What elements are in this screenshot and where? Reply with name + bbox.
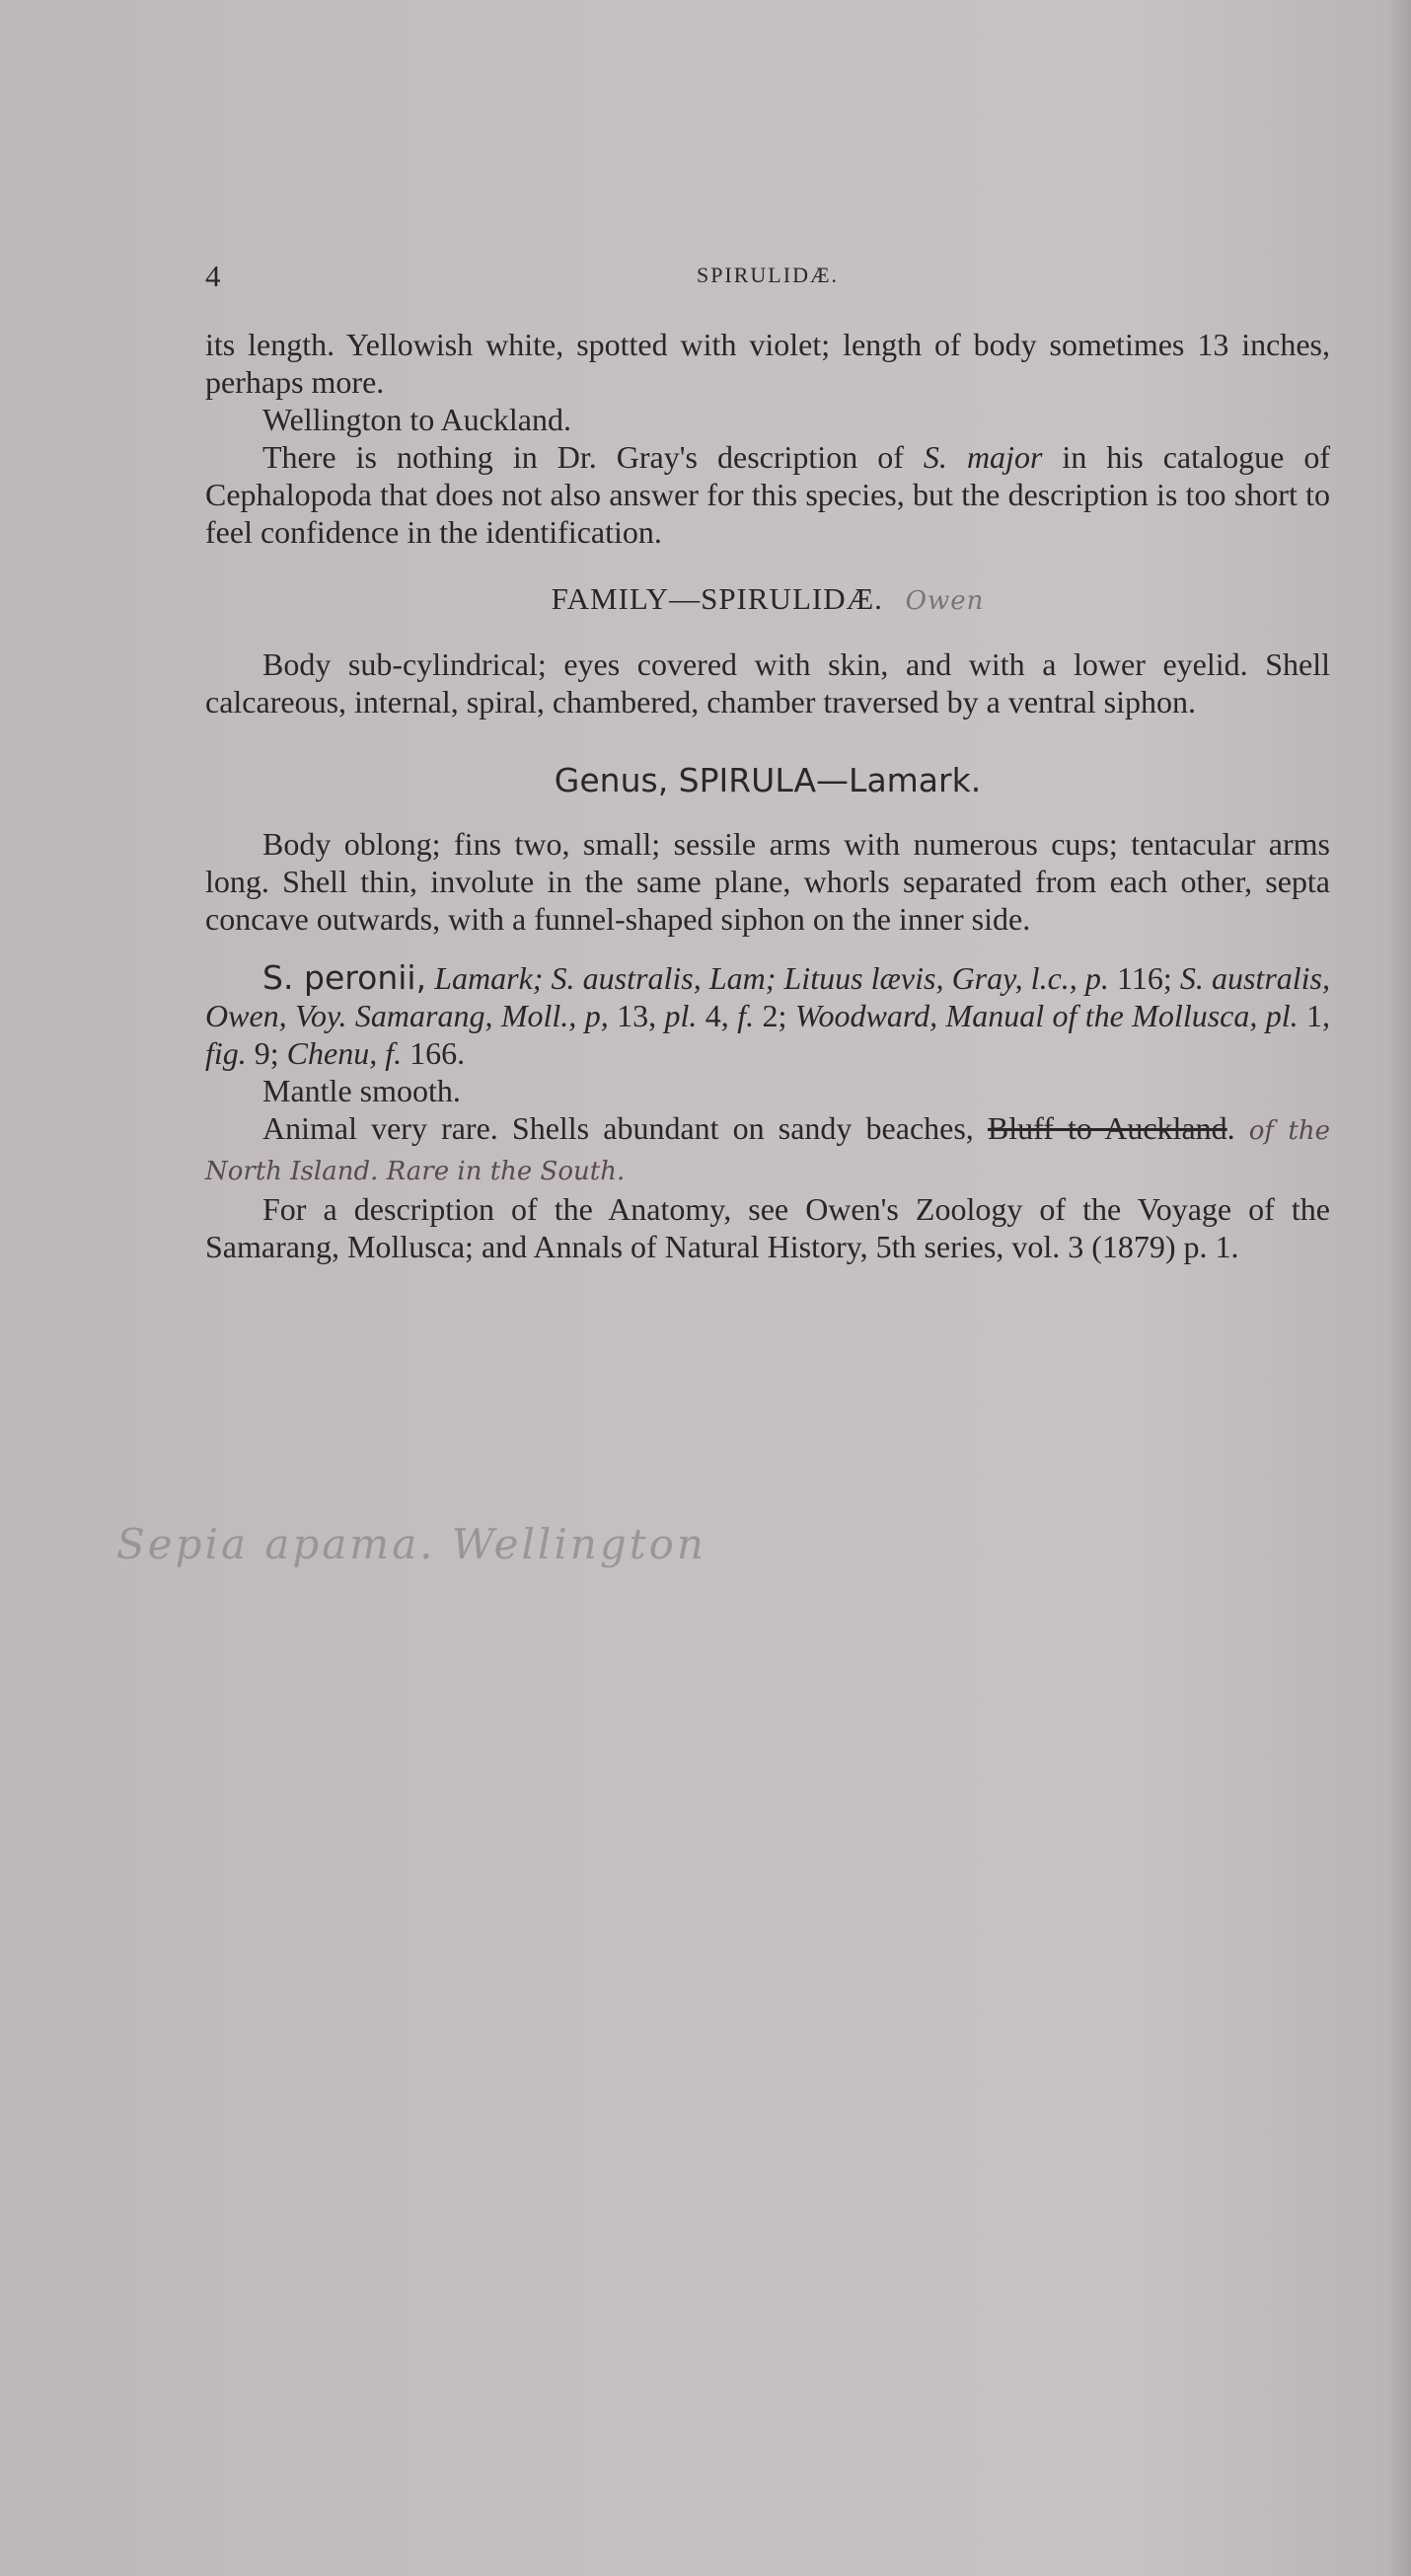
species-ref-7: f. <box>737 998 755 1033</box>
species-ref-4: 13, <box>608 998 665 1033</box>
struck-text: Bluff to Auckland <box>987 1110 1227 1146</box>
spine-shadow <box>1387 0 1411 2576</box>
species-ref-3: S. australis, Owen, Voy. Samarang, Moll., p, <box>205 960 1331 1033</box>
handwritten-footer: Sepia apama. Wellington <box>116 1520 706 1568</box>
page-number: 4 <box>205 259 221 293</box>
species-ref-10: 1, <box>1298 998 1331 1033</box>
handwritten-note: of the North Island. Rare in the South. <box>205 1116 1331 1186</box>
species-name: S. peronii, <box>262 958 427 997</box>
page-header <box>205 259 1330 298</box>
animal-text: Animal very rare. Shells abundant on sandy beaches, <box>262 1110 988 1146</box>
page-body <box>205 326 1330 1265</box>
species-ref-2: 116; <box>1108 960 1180 996</box>
intro-paragraph-1: its length. Yellowish white, spotted with violet; length of body sometimes 13 inches, perhaps more. <box>205 327 1330 400</box>
intro-text-a: There is nothing in Dr. Gray's description of <box>262 439 924 475</box>
species-ref-14: 166. <box>402 1035 466 1071</box>
intro-paragraph-2: Wellington to Auckland. <box>262 402 571 437</box>
genus-description: Body oblong; fins two, small; sessile arms with numerous cups; tentacular arms long. Shell thin, involute in the same plane, whorls separated from each other, septa concave outwards, with a funnel-shaped siphon on the inner side. <box>205 826 1330 937</box>
mantle-paragraph: Mantle smooth. <box>262 1073 461 1108</box>
species-ref-8: 2; <box>754 998 795 1033</box>
animal-period: . <box>1226 1110 1235 1146</box>
intro-text-b: in his catalogue of Cephalopoda that does not also answer for this species, but the description is too short to feel confidence in the identification. <box>205 439 1330 550</box>
species-ref-1: Lamark; S. australis, Lam; Lituus lævis, Gray, l.c., p. <box>434 960 1109 996</box>
running-head: SPIRULIDÆ. <box>696 263 840 287</box>
anatomy-paragraph: For a description of the Anatomy, see Owen's Zoology of the Voyage of the Samarang, Mollusca; and Annals of Natural History, 5th series, vol. 3 (1879) p. 1. <box>205 1191 1330 1264</box>
intro-paragraph-3 <box>205 438 1330 551</box>
species-ref-11: fig. <box>205 1035 247 1071</box>
species-ref-9: Woodward, Manual of the Mollusca, pl. <box>794 998 1299 1033</box>
species-paragraph <box>205 959 1330 1072</box>
species-ref-5: pl. <box>664 998 698 1033</box>
family-annotation: Owen <box>905 586 985 616</box>
family-description: Body sub-cylindrical; eyes covered with skin, and with a lower eyelid. Shell calcareous, internal, spiral, chambered, chamber traversed by a ventral siphon. <box>205 646 1330 720</box>
species-ref-6: 4, <box>697 998 738 1033</box>
species-ref-12: 9; <box>246 1035 287 1071</box>
species-major: S. major <box>923 439 1043 475</box>
genus-heading: Genus, SPIRULA—Lamark. <box>554 761 982 799</box>
family-title: FAMILY—SPIRULIDÆ. <box>551 581 883 616</box>
species-ref-13: Chenu, f. <box>286 1035 403 1071</box>
animal-paragraph <box>205 1109 1330 1190</box>
family-heading <box>205 580 1330 620</box>
